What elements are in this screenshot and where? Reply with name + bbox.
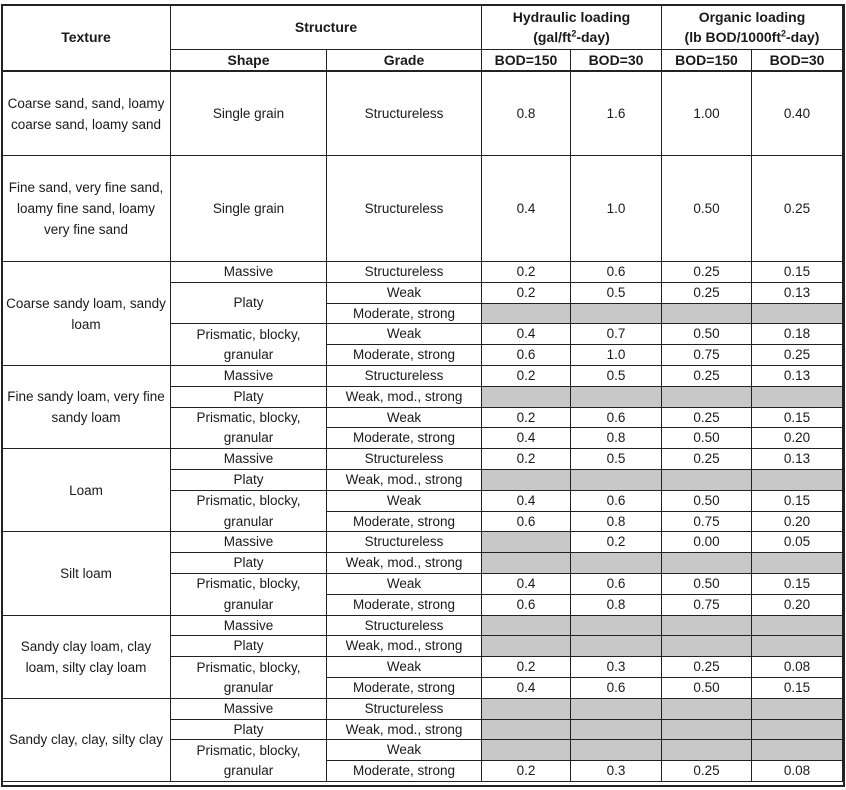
grade-cell: Weak <box>327 283 482 304</box>
organic-bod30-cell: 0.40 <box>752 72 843 156</box>
shape-cell: Prismatic, blocky, <box>171 740 327 761</box>
hydraulic-bod150-cell: 0.2 <box>482 283 571 304</box>
hydraulic-bod30-cell <box>571 740 662 761</box>
hydraulic-bod30-cell: 1.6 <box>571 72 662 156</box>
organic-bod150-cell <box>662 553 752 574</box>
organic-bod150-cell: 0.50 <box>662 324 752 345</box>
shape-cell: Prismatic, blocky, <box>171 491 327 512</box>
organic-bod150-cell: 0.00 <box>662 532 752 553</box>
hydraulic-bod150-cell: 0.4 <box>482 324 571 345</box>
organic-bod30-cell: 0.08 <box>752 657 843 678</box>
organic-units-post: -day) <box>786 28 820 45</box>
grade-cell: Structureless <box>327 156 482 262</box>
grade-cell: Weak, mod., strong <box>327 470 482 491</box>
header-hydraulic-bod30: BOD=30 <box>571 50 662 72</box>
grade-cell: Structureless <box>327 262 482 283</box>
organic-bod30-cell: 0.18 <box>752 324 843 345</box>
hydraulic-bod30-cell <box>571 470 662 491</box>
grade-cell: Weak <box>327 491 482 512</box>
organic-bod150-cell <box>662 470 752 491</box>
shape-cell: Prismatic, blocky, <box>171 574 327 595</box>
grade-cell: Weak <box>327 740 482 761</box>
header-organic-bod30: BOD=30 <box>752 50 843 72</box>
shape-cell: Massive <box>171 532 327 553</box>
organic-bod150-cell: 0.75 <box>662 512 752 533</box>
hydraulic-bod30-cell: 1.0 <box>571 345 662 366</box>
texture-cell: Fine sandy loam, very fine sandy loam <box>2 366 171 449</box>
organic-bod150-cell: 0.75 <box>662 345 752 366</box>
texture-cell: Fine sand, very fine sand, loamy fine sand, loamy very fine sand <box>2 156 171 262</box>
header-grade: Grade <box>327 50 482 72</box>
shape-cell: Massive <box>171 616 327 637</box>
shape-cell: granular <box>171 678 327 699</box>
organic-title: Organic loading <box>698 8 806 25</box>
hydraulic-bod150-cell <box>482 636 571 657</box>
organic-bod30-cell: 0.25 <box>752 156 843 262</box>
hydraulic-bod150-cell: 0.6 <box>482 512 571 533</box>
shape-cell: Prismatic, blocky, <box>171 324 327 345</box>
hydraulic-bod150-cell <box>482 699 571 720</box>
grade-cell: Weak, mod., strong <box>327 636 482 657</box>
header-organic-bod150: BOD=150 <box>662 50 752 72</box>
hydraulic-bod30-cell <box>571 387 662 408</box>
hydraulic-title: Hydraulic loading <box>512 8 631 25</box>
organic-bod150-cell: 0.25 <box>662 449 752 470</box>
texture-cell: Coarse sand, sand, loamy coarse sand, loamy sand <box>2 72 171 156</box>
hydraulic-bod150-cell <box>482 553 571 574</box>
organic-bod30-cell: 0.13 <box>752 449 843 470</box>
texture-cell: Sandy clay loam, clay loam, silty clay loam <box>2 616 171 699</box>
shape-cell: Prismatic, blocky, <box>171 408 327 429</box>
hydraulic-bod150-cell: 0.2 <box>482 366 571 387</box>
grade-cell: Moderate, strong <box>327 428 482 449</box>
hydraulic-bod30-cell <box>571 636 662 657</box>
organic-bod150-cell: 0.50 <box>662 156 752 262</box>
organic-bod150-cell <box>662 304 752 325</box>
organic-bod150-cell <box>662 636 752 657</box>
grade-cell: Structureless <box>327 366 482 387</box>
hydraulic-bod150-cell: 0.2 <box>482 657 571 678</box>
hydraulic-bod30-cell <box>571 304 662 325</box>
shape-cell: Prismatic, blocky, <box>171 657 327 678</box>
hydraulic-bod30-cell: 1.0 <box>571 156 662 262</box>
grade-cell: Structureless <box>327 72 482 156</box>
shape-cell: Single grain <box>171 72 327 156</box>
texture-cell: Loam <box>2 449 171 532</box>
organic-bod150-cell: 0.50 <box>662 491 752 512</box>
organic-bod30-cell: 0.13 <box>752 366 843 387</box>
grade-cell: Weak <box>327 657 482 678</box>
hydraulic-bod30-cell: 0.8 <box>571 512 662 533</box>
organic-bod30-cell: 0.05 <box>752 532 843 553</box>
hydraulic-bod150-cell: 0.6 <box>482 345 571 366</box>
organic-bod150-cell: 0.50 <box>662 678 752 699</box>
organic-bod30-cell <box>752 636 843 657</box>
organic-units-sup: 2 <box>781 27 787 38</box>
hydraulic-bod30-cell: 0.6 <box>571 574 662 595</box>
organic-bod150-cell: 0.50 <box>662 574 752 595</box>
organic-header-text <box>685 7 820 47</box>
hydraulic-bod30-cell: 0.3 <box>571 761 662 782</box>
organic-bod30-cell: 0.20 <box>752 428 843 449</box>
hydraulic-bod30-cell: 0.6 <box>571 262 662 283</box>
organic-bod150-cell <box>662 740 752 761</box>
organic-bod30-cell <box>752 387 843 408</box>
hydraulic-bod30-cell <box>571 553 662 574</box>
organic-bod150-cell: 0.75 <box>662 595 752 616</box>
organic-bod150-cell: 1.00 <box>662 72 752 156</box>
grade-cell: Weak, mod., strong <box>327 553 482 574</box>
organic-bod150-cell <box>662 387 752 408</box>
header-shape: Shape <box>171 50 327 72</box>
organic-bod30-cell: 0.15 <box>752 408 843 429</box>
organic-bod150-cell: 0.25 <box>662 408 752 429</box>
hydraulic-bod30-cell: 0.7 <box>571 324 662 345</box>
organic-bod150-cell <box>662 720 752 741</box>
grade-cell: Weak, mod., strong <box>327 387 482 408</box>
shape-cell: granular <box>171 345 327 366</box>
hydraulic-bod150-cell: 0.2 <box>482 262 571 283</box>
texture-cell: Sandy clay, clay, silty clay <box>2 699 171 782</box>
hydraulic-bod30-cell: 0.6 <box>571 491 662 512</box>
grade-cell: Weak <box>327 408 482 429</box>
hydraulic-bod150-cell: 0.2 <box>482 449 571 470</box>
grade-cell: Moderate, strong <box>327 678 482 699</box>
hydraulic-bod30-cell: 0.8 <box>571 595 662 616</box>
organic-bod30-cell <box>752 699 843 720</box>
organic-bod30-cell <box>752 740 843 761</box>
hydraulic-bod150-cell <box>482 616 571 637</box>
texture-cell: Silt loam <box>2 532 171 615</box>
hydraulic-bod150-cell: 0.4 <box>482 574 571 595</box>
organic-bod150-cell <box>662 699 752 720</box>
grade-cell: Weak, mod., strong <box>327 720 482 741</box>
shape-cell: Massive <box>171 699 327 720</box>
organic-bod30-cell <box>752 616 843 637</box>
header-structure: Structure <box>171 4 482 50</box>
organic-units <box>685 27 820 47</box>
hydraulic-bod30-cell: 0.5 <box>571 283 662 304</box>
hydraulic-bod30-cell <box>571 699 662 720</box>
grade-cell: Structureless <box>327 699 482 720</box>
organic-bod30-cell: 0.15 <box>752 574 843 595</box>
organic-bod30-cell: 0.08 <box>752 761 843 782</box>
header-hydraulic-bod150: BOD=150 <box>482 50 571 72</box>
header-hydraulic-loading <box>482 4 662 50</box>
hydraulic-bod150-cell <box>482 532 571 553</box>
hydraulic-units-pre: (gal/ft <box>533 28 572 45</box>
hydraulic-bod150-cell <box>482 720 571 741</box>
grade-cell: Weak <box>327 574 482 595</box>
shape-cell: Single grain <box>171 156 327 262</box>
organic-bod30-cell: 0.13 <box>752 283 843 304</box>
hydraulic-bod30-cell: 0.5 <box>571 366 662 387</box>
shape-cell: granular <box>171 761 327 782</box>
organic-bod30-cell <box>752 720 843 741</box>
hydraulic-bod30-cell: 0.6 <box>571 678 662 699</box>
hydraulic-bod30-cell: 0.2 <box>571 532 662 553</box>
shape-cell: Massive <box>171 366 327 387</box>
hydraulic-bod150-cell <box>482 304 571 325</box>
organic-bod30-cell: 0.15 <box>752 491 843 512</box>
organic-units-pre: (lb BOD/1000ft <box>684 28 781 45</box>
hydraulic-bod150-cell <box>482 740 571 761</box>
grade-cell: Structureless <box>327 532 482 553</box>
shape-cell: Platy <box>171 636 327 657</box>
organic-bod30-cell: 0.15 <box>752 678 843 699</box>
hydraulic-units <box>513 27 630 47</box>
header-organic-loading <box>662 4 843 50</box>
hydraulic-bod150-cell: 0.2 <box>482 761 571 782</box>
grade-cell: Moderate, strong <box>327 345 482 366</box>
hydraulic-bod150-cell: 0.8 <box>482 72 571 156</box>
grade-cell: Structureless <box>327 449 482 470</box>
organic-bod150-cell <box>662 616 752 637</box>
organic-bod150-cell: 0.25 <box>662 366 752 387</box>
organic-bod30-cell <box>752 470 843 491</box>
grade-cell: Moderate, strong <box>327 304 482 325</box>
shape-cell: granular <box>171 428 327 449</box>
organic-bod150-cell: 0.50 <box>662 428 752 449</box>
hydraulic-header-text <box>513 7 630 47</box>
hydraulic-bod150-cell <box>482 470 571 491</box>
hydraulic-bod30-cell <box>571 616 662 637</box>
hydraulic-bod150-cell <box>482 387 571 408</box>
hydraulic-bod150-cell: 0.4 <box>482 678 571 699</box>
grade-cell: Moderate, strong <box>327 512 482 533</box>
organic-bod30-cell: 0.25 <box>752 345 843 366</box>
hydraulic-units-sup: 2 <box>571 27 577 38</box>
shape-cell: Massive <box>171 449 327 470</box>
organic-bod150-cell: 0.25 <box>662 262 752 283</box>
shape-cell: Platy <box>171 283 327 325</box>
organic-bod30-cell <box>752 304 843 325</box>
shape-cell: Massive <box>171 262 327 283</box>
organic-bod30-cell <box>752 553 843 574</box>
hydraulic-bod30-cell <box>571 720 662 741</box>
organic-bod30-cell: 0.20 <box>752 512 843 533</box>
grade-cell: Weak <box>327 324 482 345</box>
hydraulic-bod150-cell: 0.2 <box>482 408 571 429</box>
shape-cell: Platy <box>171 720 327 741</box>
grade-cell: Moderate, strong <box>327 595 482 616</box>
organic-bod30-cell: 0.20 <box>752 595 843 616</box>
hydraulic-bod150-cell: 0.6 <box>482 595 571 616</box>
organic-bod150-cell: 0.25 <box>662 761 752 782</box>
organic-bod150-cell: 0.25 <box>662 657 752 678</box>
organic-bod150-cell: 0.25 <box>662 283 752 304</box>
grade-cell: Moderate, strong <box>327 761 482 782</box>
shape-cell: Platy <box>171 387 327 408</box>
texture-cell: Coarse sandy loam, sandy loam <box>2 262 171 366</box>
header-texture: Texture <box>2 4 171 72</box>
shape-cell: granular <box>171 595 327 616</box>
hydraulic-bod150-cell: 0.4 <box>482 156 571 262</box>
organic-bod30-cell: 0.15 <box>752 262 843 283</box>
shape-cell: granular <box>171 512 327 533</box>
hydraulic-bod150-cell: 0.4 <box>482 428 571 449</box>
hydraulic-bod30-cell: 0.3 <box>571 657 662 678</box>
hydraulic-bod30-cell: 0.6 <box>571 408 662 429</box>
hydraulic-units-post: -day) <box>576 28 610 45</box>
shape-cell: Platy <box>171 553 327 574</box>
shape-cell: Platy <box>171 470 327 491</box>
hydraulic-bod30-cell: 0.8 <box>571 428 662 449</box>
grade-cell: Structureless <box>327 616 482 637</box>
hydraulic-bod30-cell: 0.5 <box>571 449 662 470</box>
hydraulic-bod150-cell: 0.4 <box>482 491 571 512</box>
